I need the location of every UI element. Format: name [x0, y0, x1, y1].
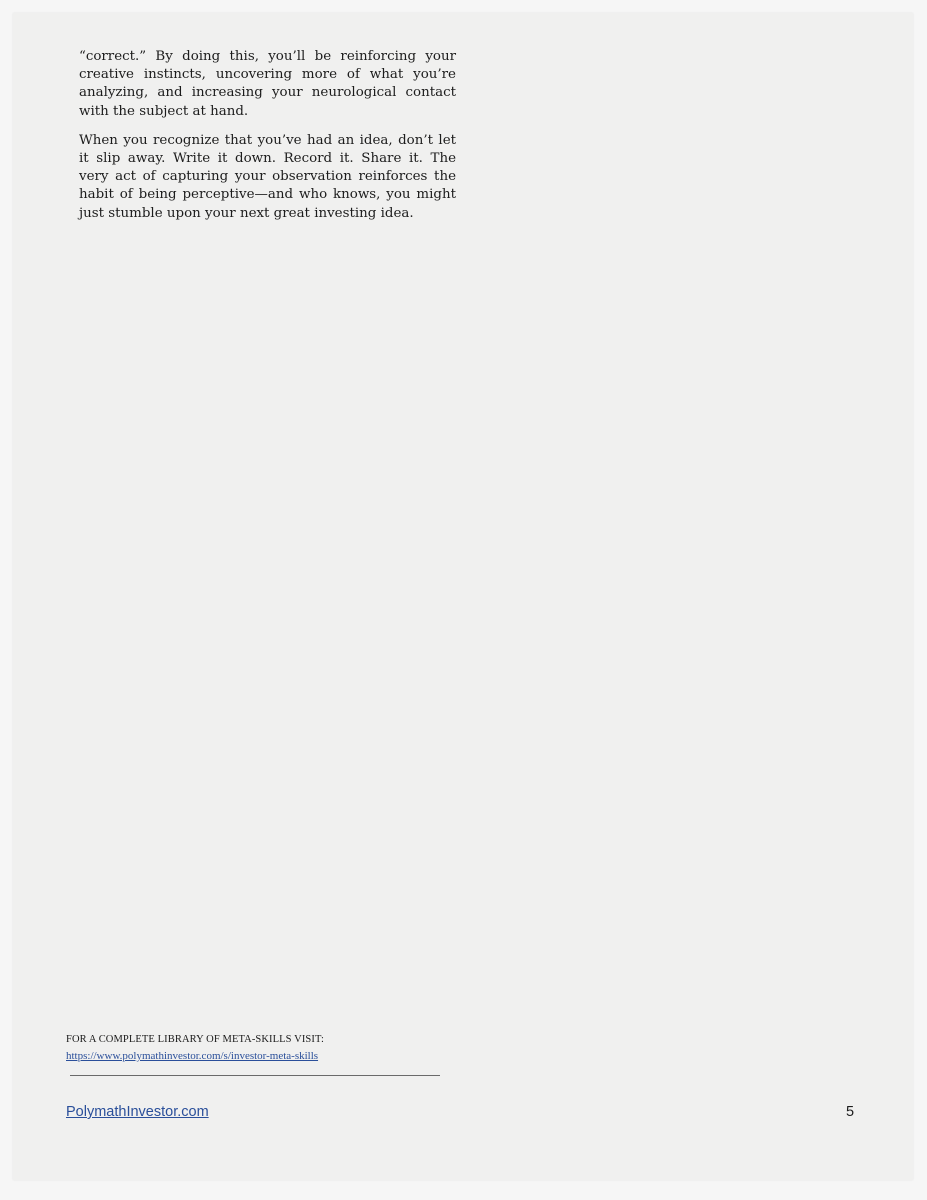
page-number: 5: [846, 1104, 855, 1120]
site-link[interactable]: PolymathInvestor.com: [66, 1104, 209, 1120]
footer-divider: [70, 1075, 440, 1076]
document-page: [13, 13, 913, 1180]
body-text: [79, 48, 456, 234]
meta-skills-link[interactable]: https://www.polymathinvestor.com/s/investor-meta-skills: [66, 1050, 319, 1062]
paragraph-2: When you recognize that you’ve had an idea, don’t let it slip away. Write it down. Record it. Share it. The very act of capturing your observation reinforces the habit of being perceptive—and who knows, you might just stumble upon your next great investing idea.: [79, 132, 456, 221]
library-note: FOR A COMPLETE LIBRARY OF META-SKILLS VISIT:: [66, 1034, 324, 1045]
paragraph-1: “correct.” By doing this, you’ll be reinforcing your creative instincts, uncovering more of what you’re analyzing, and increasing your neurological contact with the subject at hand.: [79, 49, 456, 119]
